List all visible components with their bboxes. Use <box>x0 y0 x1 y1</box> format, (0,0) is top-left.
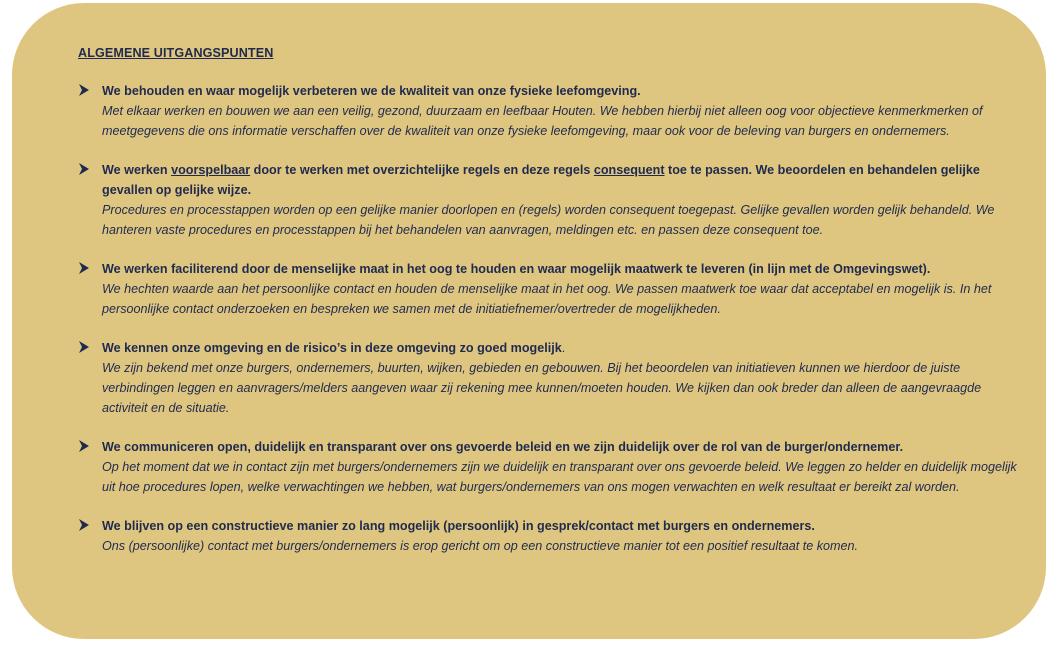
principle-item <box>78 437 1018 497</box>
title-text: We kennen onze omgeving en de risico’s in deze omgeving zo goed mogelijk <box>102 341 562 355</box>
principle-description: We hechten waarde aan het persoonlijke contact en houden de menselijke maat in het oog. We passen maatwerk toe waar dat acceptabel en mogelijk is. In het persoonlijke contact onderzoeken en bespreken we samen met de initiatiefnemer/overtreder de mogelijkheden. <box>102 282 992 316</box>
principle-title <box>102 160 1018 200</box>
principle-item <box>78 160 1018 240</box>
title-text: We werken <box>102 163 172 177</box>
title-text: door te werken met overzichtelijke regels en deze regels <box>250 163 594 177</box>
principle-title: We blijven op een constructieve manier zo lang mogelijk (persoonlijk) in gesprek/contact met burgers en ondernemers. <box>102 519 815 533</box>
principle-description: Procedures en processtappen worden op een gelijke manier doorlopen en (regels) worden consequent toegepast. Gelijke gevallen worden gelijk behandeld. We hanteren vaste procedures en processtappen bij het behandelen van aanvragen, meldingen etc. en passen deze consequent toe. <box>102 203 995 237</box>
arrowhead-bullet-icon <box>78 517 90 533</box>
principle-description: Met elkaar werken en bouwen we aan een veilig, gezond, duurzaam en leefbaar Houten. We hebben hierbij niet alleen oog voor objectieve kenmerkmerken of meetgegevens die ons informatie verschaffen over de kwaliteit van onze fysieke leefomgeving, maar ook voor de beleving van burgers en ondernemers. <box>102 104 983 138</box>
principle-item <box>78 338 1018 418</box>
principle-description: We zijn bekend met onze burgers, ondernemers, buurten, wijken, gebieden en gebouwen. Bij het beoordelen van initiatieven kunnen we hierdoor de juiste verbindingen leggen en aanvragers/melders aangeven waar zij rekening mee kunnen/moeten houden. We kijken dan ook breder dan alleen de aangevraagde activiteit en de situatie. <box>102 361 982 415</box>
principle-title: We werken faciliterend door de menselijke maat in het oog te houden en waar mogelijk maatwerk te leveren (in lijn met de Omgevingswet). <box>102 262 931 276</box>
section-heading: ALGEMENE UITGANGSPUNTEN <box>78 46 274 60</box>
principles-content <box>78 43 1018 575</box>
underlined-term: voorspelbaar <box>171 163 251 177</box>
principle-item <box>78 81 1018 141</box>
arrowhead-bullet-icon <box>78 260 90 276</box>
principle-item <box>78 516 1018 556</box>
principle-description: Op het moment dat we in contact zijn met burgers/ondernemers zijn we duidelijk en transparant over ons gevoerde beleid. We leggen zo helder en duidelijk mogelijk uit hoe procedures lopen, welke verwachtingen we hebben, wat burgers/ondernemers van ons mogen verwachten en welk resultaat er bereikt zal worden. <box>102 460 1017 494</box>
principle-title <box>102 338 1018 358</box>
arrowhead-bullet-icon <box>78 438 90 454</box>
principle-item <box>78 259 1018 319</box>
arrowhead-bullet-icon <box>78 161 90 177</box>
title-suffix: . <box>561 341 566 355</box>
arrowhead-bullet-icon <box>78 339 90 355</box>
principle-title: We communiceren open, duidelijk en transparant over ons gevoerde beleid en we zijn duidelijk over de rol van de burger/ondernemer. <box>102 440 904 454</box>
underlined-term: consequent <box>593 163 665 177</box>
principles-panel <box>12 3 1046 639</box>
principle-title: We behouden en waar mogelijk verbeteren we de kwaliteit van onze fysieke leefomgeving. <box>102 84 641 98</box>
arrowhead-bullet-icon <box>78 82 90 98</box>
title-text: toe te passen. We beoordelen en behandelen gelijke gevallen op gelijke wijze. <box>102 163 980 197</box>
principle-description: Ons (persoonlijke) contact met burgers/ondernemers is erop gericht om op een constructieve manier tot een positief resultaat te komen. <box>102 539 859 553</box>
